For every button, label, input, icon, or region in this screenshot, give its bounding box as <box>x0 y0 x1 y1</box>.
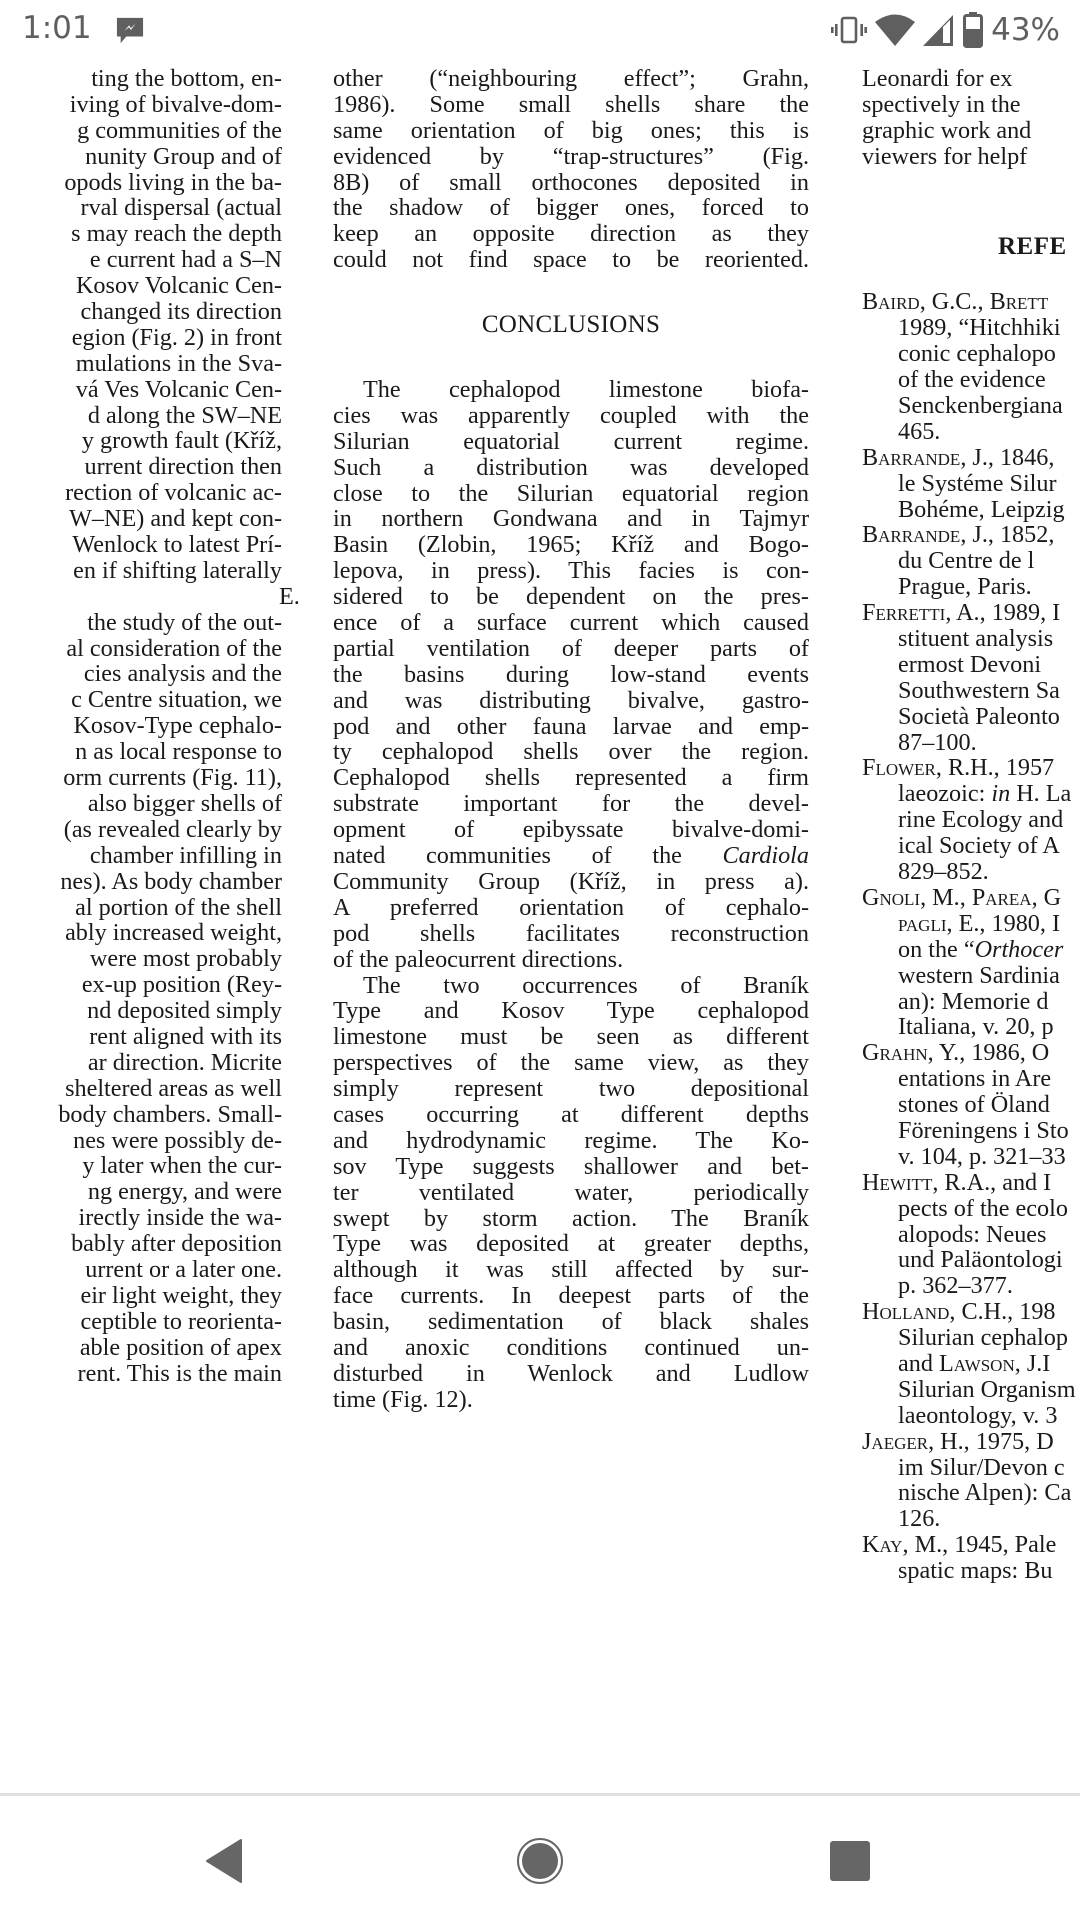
reference-entry <box>862 1532 1080 1584</box>
text-line: Kosov Volcanic Cen- <box>75 272 282 300</box>
text-line: limestone must be seen as different <box>333 1023 809 1051</box>
text-line: same orientation of big ones; this is <box>333 116 809 144</box>
text-line: simply represent two depositional <box>333 1075 809 1103</box>
text-line: lepova, in press). This facies is con- <box>333 557 809 585</box>
reference-author: Flower <box>862 754 936 782</box>
text-line: disturbed in Wenlock and Ludlow <box>333 1359 809 1387</box>
text-line: cies was apparently coupled with the <box>333 401 809 429</box>
text-line: Community Group (Kříž, in press a). <box>333 867 809 895</box>
text-line: sov Type suggests shallower and bet- <box>333 1152 809 1180</box>
text-line: Type was deposited at greater depths, <box>333 1230 809 1258</box>
reference-text: , E., 1980, I <box>946 909 1061 937</box>
text-line: Kosov-Type cephalo- <box>73 712 282 740</box>
wifi-icon <box>875 13 915 47</box>
reference-text: , A., 1989, I <box>945 599 1061 627</box>
vibrate-icon <box>831 15 867 45</box>
reference-entry <box>862 522 1080 600</box>
text-line: Basin (Zlobin, 1965; Kříž and Bogo- <box>333 531 809 559</box>
reference-line: Föreningens i Sto <box>898 1116 1069 1144</box>
text-line: 8B) of small orthocones deposited in <box>333 168 809 196</box>
text-line: eir light weight, they <box>80 1281 282 1309</box>
text-line: sheltered areas as well <box>65 1074 282 1102</box>
text-line: and anoxic conditions continued un- <box>333 1333 809 1361</box>
reference-line: and Lawson, J.I <box>898 1349 1051 1377</box>
reference-text: , H., 1975, D <box>928 1427 1054 1455</box>
reference-line: Silurian Organism <box>898 1375 1076 1403</box>
reference-line: of the evidence <box>898 366 1046 394</box>
reference-line: p. 362–377. <box>898 1272 1013 1300</box>
reference-first-line <box>862 522 1080 548</box>
text-line: swept by storm action. The Braník <box>333 1204 809 1232</box>
reference-entry <box>862 289 1080 444</box>
navigation-bar <box>0 1793 1080 1923</box>
reference-line: pects of the ecolo <box>898 1194 1068 1222</box>
text-line: bably after deposition <box>71 1230 282 1258</box>
text-line: and was distributing bivalve, gastro- <box>333 686 809 714</box>
reference-author: Barrande <box>862 443 961 471</box>
text-line: spectively in the <box>862 90 1021 118</box>
text-line: nated communities of the Cardiola <box>333 842 809 870</box>
reference-text: , C.H., 198 <box>949 1298 1056 1326</box>
text-line: n as local response to <box>75 738 282 766</box>
reference-text: , G <box>1031 883 1062 911</box>
text-line: the shadow of bigger ones, forced to <box>333 194 809 222</box>
text-line: y later when the cur- <box>82 1152 282 1180</box>
reference-text: laeozoic: <box>898 780 992 808</box>
reference-line: Società Paleonto <box>898 702 1060 730</box>
text-line: cies analysis and the <box>83 660 282 688</box>
text-line: the study of the out- <box>87 608 282 636</box>
reference-author: Ferretti <box>862 599 946 627</box>
reference-text: , M., 1945, Pale <box>902 1531 1057 1559</box>
text-line: ex-up position (Rey- <box>81 971 282 999</box>
text-line: al consideration of the <box>66 634 282 662</box>
text-line: orm currents (Fig. 11), <box>63 764 282 792</box>
reference-text: , R.A., and I <box>932 1168 1052 1196</box>
text-line: iving of bivalve-dom- <box>69 90 282 118</box>
text-line: Silurian equatorial current regime. <box>333 427 809 455</box>
reference-line: western Sardinia <box>898 961 1060 989</box>
reference-entry <box>862 885 1080 1040</box>
reference-author: Baird <box>862 288 920 316</box>
reference-text: , G.C., <box>919 288 990 316</box>
reference-text: H. La <box>1010 780 1072 808</box>
text-line: rval dispersal (actual <box>80 194 282 222</box>
reference-line: stones of Öland <box>898 1091 1050 1119</box>
text-line: ably increased weight, <box>65 919 282 947</box>
text-line: in northern Gondwana and in Tajmyr <box>333 505 809 533</box>
text-line: chamber infilling in <box>89 841 282 869</box>
text-line: of the paleocurrent directions. <box>333 945 624 973</box>
reference-author: Holland <box>862 1298 950 1326</box>
reference-entry <box>862 445 1080 523</box>
reference-line: an): Memorie d <box>898 987 1049 1015</box>
reference-entry <box>862 1299 1080 1428</box>
reference-first-line <box>862 1040 1080 1066</box>
text-line: were most probably <box>89 945 282 973</box>
acknowledgements <box>862 66 1080 170</box>
reference-line: stituent analysis <box>898 625 1054 653</box>
reference-line: 87–100. <box>898 728 977 756</box>
text-line: nes were possibly de- <box>73 1126 282 1154</box>
text-line: ty cephalopod shells over the region. <box>333 738 809 766</box>
left-column <box>0 65 300 1387</box>
reference-first-line <box>862 755 1080 781</box>
reference-first-line <box>862 1170 1080 1196</box>
reference-text: , J., 1852, <box>960 521 1055 549</box>
reference-line: v. 104, p. 321–33 <box>898 1142 1066 1170</box>
reference-line: Senckenbergiana <box>898 392 1063 420</box>
text-line: Leonardi for ex <box>862 65 1013 92</box>
text-line: Wenlock to latest Prí- <box>72 531 282 559</box>
reference-line: Prague, Paris. <box>898 573 1032 601</box>
reference-author: Lawson <box>938 1349 1015 1377</box>
reference-text: , Y., 1986, O <box>927 1039 1050 1067</box>
reference-line <box>862 781 1080 807</box>
text-line: close to the Silurian equatorial region <box>333 479 809 507</box>
reference-line: conic cephalopo <box>898 340 1056 368</box>
reference-line: ermost Devoni <box>898 650 1042 678</box>
recents-button[interactable] <box>820 1831 880 1891</box>
reference-line: rine Ecology and <box>898 806 1064 834</box>
text-line: e current had a S–N <box>89 246 282 274</box>
references-list <box>862 289 1080 1584</box>
battery-percent: 43% <box>991 12 1060 48</box>
reference-first-line <box>862 1299 1080 1325</box>
paragraph-2 <box>333 377 809 972</box>
text-line: y growth fault (Kříž, <box>81 427 282 455</box>
text-line: irectly inside the wa- <box>78 1204 282 1232</box>
text-line: ence of a surface current which caused <box>333 609 809 637</box>
text-line: time (Fig. 12). <box>333 1385 473 1413</box>
text-line: rent. This is the main <box>77 1359 282 1387</box>
text-line: The cephalopod limestone biofa- <box>363 376 809 404</box>
reference-first-line <box>862 885 1080 911</box>
text-line: c Centre situation, we <box>71 686 282 714</box>
text-line: en if shifting laterally <box>73 556 282 584</box>
text-line: ter ventilated water, periodically <box>333 1178 809 1206</box>
reference-text: , J.I <box>1014 1349 1051 1377</box>
reference-text: , R.H., 1957 <box>935 754 1055 782</box>
reference-line <box>862 937 1080 963</box>
reference-entry <box>862 600 1080 755</box>
text-line: Such a distribution was developed <box>333 453 809 481</box>
text-line: viewers for helpf <box>862 142 1028 170</box>
reference-author: Jaeger <box>862 1427 929 1455</box>
section-heading-references: REFE <box>998 232 1067 260</box>
reference-author: pagli <box>898 909 947 937</box>
reference-entry <box>862 1040 1080 1169</box>
reference-italic: Orthocer <box>974 935 1064 963</box>
reference-italic: in <box>991 780 1011 808</box>
text-line: basin, sedimentation of black shales <box>333 1308 809 1336</box>
reference-entry <box>862 1429 1080 1533</box>
text-line: ar direction. Micrite <box>87 1048 282 1076</box>
reference-author: Brett <box>989 288 1049 316</box>
cell-signal-icon <box>923 13 955 47</box>
text-line: al portion of the shell <box>75 893 282 921</box>
text-line: pod shells facilitates reconstruction <box>333 919 809 947</box>
text-line: other (“neighbouring effect”; Grahn, <box>333 65 809 92</box>
text-line: 1986). Some small shells share the <box>333 90 809 118</box>
home-icon <box>515 1836 565 1886</box>
reference-text: , J., 1846, <box>960 443 1055 471</box>
reference-line: Bohéme, Leipzig <box>898 495 1065 523</box>
section-heading-conclusions: CONCLUSIONS <box>481 311 661 339</box>
text-line: opment of epibyssate bivalve-domi- <box>333 816 809 844</box>
text-line: although it was still affected by sur- <box>333 1256 809 1284</box>
text-line: vá Ves Volcanic Cen- <box>75 375 282 403</box>
text-line: face currents. In deepest parts of the <box>333 1282 809 1310</box>
reference-line: le Systéme Silur <box>898 469 1057 497</box>
reference-line: 1989, “Hitchhiki <box>898 314 1061 342</box>
reference-author: Parea <box>971 883 1032 911</box>
reference-line: Italiana, v. 20, p <box>898 1013 1054 1041</box>
text-line: rection of volcanic ac- <box>65 479 282 507</box>
right-column <box>862 66 1080 1584</box>
reference-line: du Centre de l <box>898 547 1035 575</box>
text-line: sidered to be dependent on the pres- <box>333 583 809 611</box>
reference-author: Barrande <box>862 521 961 549</box>
text-line: The two occurrences of Braník <box>363 971 809 999</box>
paragraph-1 <box>333 66 809 273</box>
reference-line: Silurian cephalop <box>898 1324 1068 1352</box>
text-line: nes). As body chamber <box>60 867 282 895</box>
text-line: opods living in the ba- <box>64 168 282 196</box>
reference-author: Hewitt <box>862 1168 933 1196</box>
text-line: rent aligned with its <box>89 1022 282 1050</box>
reference-line: ical Society of A <box>898 832 1060 860</box>
reference-author: Grahn <box>862 1039 928 1067</box>
text-line: could not find space to be reoriented. <box>333 246 809 274</box>
reference-text: , M., <box>920 883 972 911</box>
reference-entry <box>862 755 1080 884</box>
text-line: also bigger shells of <box>87 789 282 817</box>
text-line: ting the bottom, en- <box>91 65 282 92</box>
middle-column <box>333 66 809 1413</box>
reference-line: nische Alpen): Ca <box>898 1479 1072 1507</box>
paragraph-3 <box>333 973 809 1413</box>
reference-first-line <box>862 600 1080 626</box>
text-line: perspectives of the same view, as they <box>333 1049 809 1077</box>
text-line: g communities of the <box>77 116 282 144</box>
reference-line: spatic maps: Bu <box>898 1557 1053 1585</box>
reference-first-line <box>862 445 1080 471</box>
reference-line: 829–852. <box>898 858 989 886</box>
back-button[interactable] <box>195 1831 255 1891</box>
text-line: (as revealed clearly by <box>63 815 282 843</box>
text-line: graphic work and <box>862 116 1032 144</box>
text-line: E. <box>279 582 300 610</box>
reference-line: und Paläontologi <box>898 1246 1063 1274</box>
text-line: Cephalopod shells represented a firm <box>333 764 809 792</box>
back-icon <box>205 1838 245 1884</box>
text-line: able position of apex <box>79 1333 282 1361</box>
reference-line <box>862 911 1080 937</box>
text-line: changed its direction <box>80 298 282 326</box>
reference-author: Kay <box>862 1531 903 1559</box>
text-line: mulations in the Sva- <box>75 349 282 377</box>
battery-icon <box>963 12 983 48</box>
text-line: and hydrodynamic regime. The Ko- <box>333 1126 809 1154</box>
reference-text: on the “ <box>898 935 975 963</box>
reference-entry <box>862 1170 1080 1299</box>
reference-first-line <box>862 1429 1080 1455</box>
text-line: s may reach the depth <box>71 220 282 248</box>
reference-first-line <box>862 1532 1080 1558</box>
reference-first-line <box>862 289 1080 315</box>
text-line: evidenced by “trap-structures” (Fig. <box>333 142 809 170</box>
text-line: nd deposited simply <box>87 997 282 1025</box>
reference-line: Southwestern Sa <box>898 676 1060 704</box>
clock: 1:01 <box>22 10 92 46</box>
reference-line: alopods: Neues <box>898 1220 1047 1248</box>
text-line: urrent direction then <box>84 453 282 481</box>
document-viewer[interactable] <box>0 62 1080 1792</box>
text-line: A preferred orientation of cephalo- <box>333 893 809 921</box>
reference-line: 465. <box>898 417 941 445</box>
text-line: urrent or a later one. <box>85 1255 282 1283</box>
recents-icon <box>829 1840 871 1882</box>
status-bar <box>0 0 1080 62</box>
text-line: d along the SW–NE <box>87 401 282 429</box>
text-line: keep an opposite direction as they <box>333 220 809 248</box>
text-line: ceptible to reorienta- <box>80 1307 282 1335</box>
reference-line: entations in Are <box>898 1065 1052 1093</box>
text-line: body chambers. Small- <box>58 1100 282 1128</box>
status-icons <box>831 10 1060 50</box>
text-line: cases occurring at different depths <box>333 1100 809 1128</box>
text-line: substrate important for the devel- <box>333 790 809 818</box>
text-line: partial ventilation of deeper parts of <box>333 634 809 662</box>
text-line: ng energy, and were <box>87 1178 282 1206</box>
reference-line: 126. <box>898 1505 941 1533</box>
text-line: W–NE) and kept con- <box>69 505 282 533</box>
italic-genus-name: Cardiola <box>722 842 809 870</box>
text-line: the basins during low-stand events <box>333 660 809 688</box>
reference-line: im Silur/Devon c <box>898 1453 1065 1481</box>
text-line: egion (Fig. 2) in front <box>71 323 282 351</box>
text-line: pod and other fauna larvae and emp- <box>333 712 809 740</box>
text-line: Type and Kosov Type cephalopod <box>333 997 809 1025</box>
messenger-notification-icon <box>114 16 146 44</box>
reference-author: Gnoli <box>862 883 921 911</box>
text-line: nunity Group and of <box>85 142 282 170</box>
home-button[interactable] <box>510 1831 570 1891</box>
reference-line: laeontology, v. 3 <box>898 1401 1058 1429</box>
